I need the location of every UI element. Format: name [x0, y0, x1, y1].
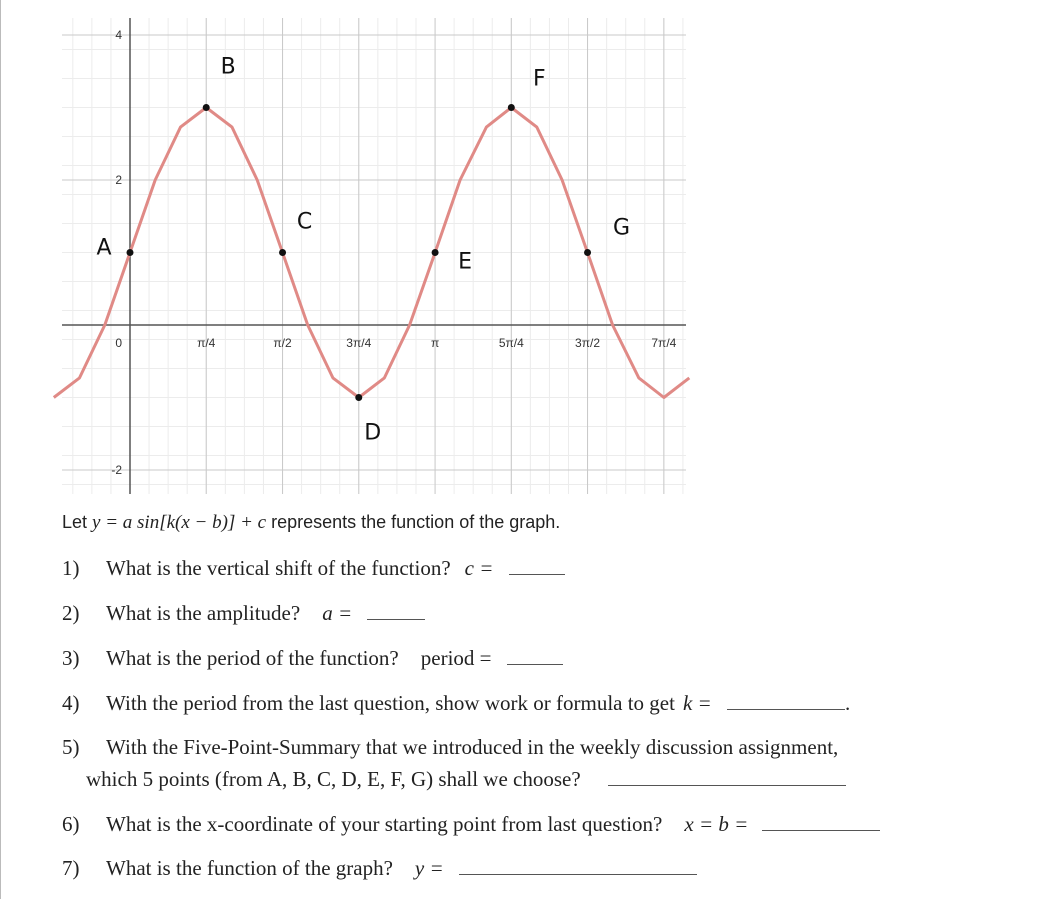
point-a: [127, 249, 134, 256]
answer-blank-y[interactable]: [459, 856, 697, 875]
point-label-f: F: [532, 66, 546, 92]
question-1: [62, 556, 565, 581]
answer-blank-b[interactable]: [762, 812, 880, 831]
x-tick-label: 3π/2: [575, 336, 601, 350]
x-tick-label: π/2: [273, 336, 292, 350]
question-5-line2: [86, 767, 846, 792]
point-d: [355, 394, 362, 401]
question-text: With the period from the last question, show work or formula to get: [106, 691, 675, 715]
question-7: [62, 856, 697, 881]
question-2: [62, 601, 425, 626]
question-number: 3): [62, 646, 80, 670]
answer-blank-c[interactable]: [509, 556, 565, 575]
question-number: 4): [62, 691, 80, 715]
point-c: [279, 249, 286, 256]
question-text: With the Five-Point-Summary that we introduced in the weekly discussion assignment,: [106, 735, 839, 759]
intro-prefix: Let: [62, 512, 93, 532]
question-4: [62, 691, 850, 716]
answer-variable: period =: [420, 646, 492, 670]
x-tick-label: 7π/4: [651, 336, 677, 350]
answer-blank-period[interactable]: [507, 646, 563, 665]
answer-variable: a =: [322, 601, 353, 625]
point-label-a: A: [96, 235, 112, 261]
question-number: 7): [62, 856, 80, 880]
question-text: What is the x-coordinate of your starting point from last question?: [106, 812, 663, 836]
x-tick-label: π/4: [197, 336, 216, 350]
question-number: 6): [62, 812, 80, 836]
question-text: What is the period of the function?: [106, 646, 399, 670]
question-list: [0, 508, 1044, 898]
y-tick-label: 2: [115, 173, 122, 187]
answer-blank-a[interactable]: [367, 601, 425, 620]
point-label-e: E: [458, 249, 473, 275]
question-number: 2): [62, 601, 80, 625]
question-text-line2: which 5 points (from A, B, C, D, E, F, G) shall we choose?: [86, 767, 581, 791]
sine-graph: [0, 0, 700, 500]
x-tick-label: 3π/4: [346, 336, 372, 350]
x-tick-label: 5π/4: [498, 336, 524, 350]
question-text: What is the function of the graph?: [106, 856, 393, 880]
answer-variable: x = b =: [684, 812, 749, 836]
point-label-b: B: [220, 54, 236, 80]
answer-variable: k =: [682, 691, 712, 715]
y-tick-label: 0: [115, 336, 122, 350]
question-3: [62, 646, 563, 671]
intro-formula: y = a sin[k(x − b)] + c: [92, 512, 267, 533]
question-end: .: [844, 691, 851, 715]
x-tick-label: π: [430, 336, 440, 350]
answer-variable: c =: [464, 556, 494, 580]
answer-blank-k[interactable]: [727, 691, 845, 710]
point-g: [584, 249, 591, 256]
point-label-c: C: [296, 209, 313, 235]
point-f: [508, 104, 515, 111]
question-number: 5): [62, 735, 80, 759]
intro-text: [62, 512, 560, 534]
answer-blank-points[interactable]: [608, 767, 846, 786]
point-label-g: G: [613, 215, 631, 241]
question-number: 1): [62, 556, 80, 580]
point-label-d: D: [364, 420, 382, 446]
question-5: [62, 735, 838, 760]
question-text: What is the vertical shift of the function?: [106, 556, 451, 580]
answer-variable: y =: [414, 856, 444, 880]
intro-suffix: represents the function of the graph.: [266, 512, 561, 532]
point-e: [432, 249, 439, 256]
point-b: [203, 104, 210, 111]
y-tick-label: -2: [111, 463, 122, 477]
question-6: [62, 812, 880, 837]
y-tick-label: 4: [115, 28, 122, 42]
question-text: What is the amplitude?: [106, 601, 301, 625]
